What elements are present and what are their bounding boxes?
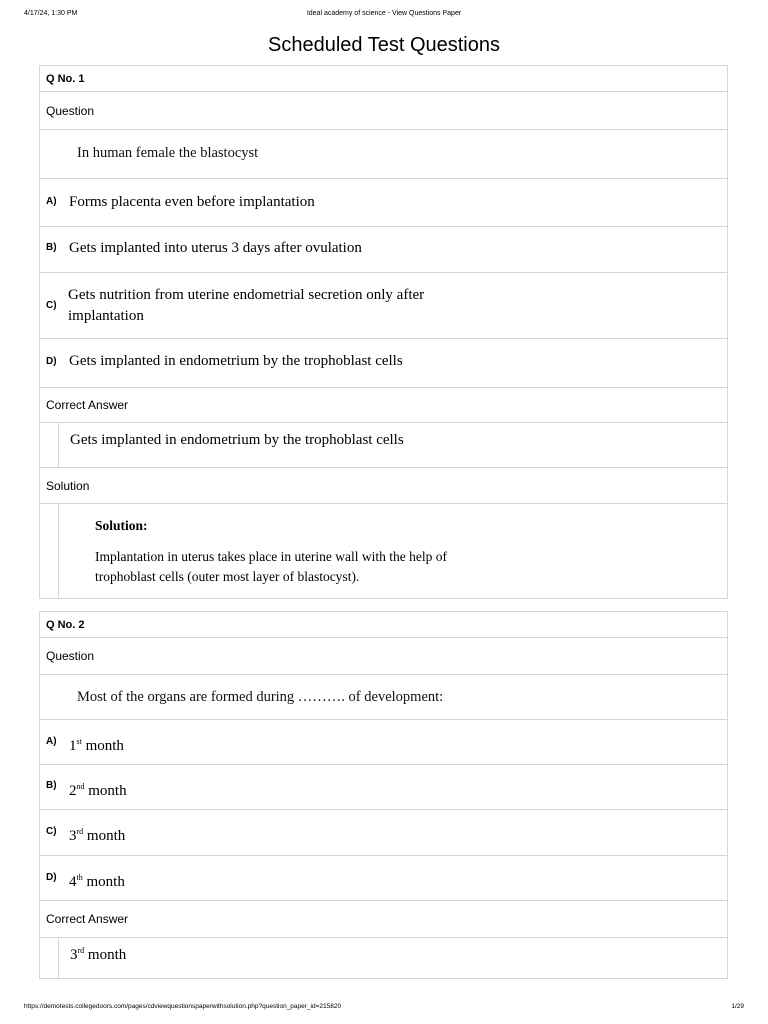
option-word: month	[86, 828, 126, 844]
solution-label-row	[40, 467, 727, 503]
option-text: Gets implanted in endometrium by the trophoblast cells	[69, 353, 403, 369]
option-number: 3	[69, 828, 77, 844]
question-number: Q No. 1	[46, 72, 85, 85]
question-text: Most of the organs are formed during ………. of development:	[77, 689, 444, 705]
option-word: month	[86, 874, 125, 890]
question-text-row	[40, 129, 727, 178]
option-number: 4	[69, 874, 77, 890]
option-text: Forms placenta even before implantation	[69, 194, 315, 210]
page-title: Scheduled Test Questions	[267, 34, 500, 56]
solution-line-2: trophoblast cells (outer most layer of blastocyst).	[95, 569, 360, 584]
correct-answer-row	[40, 937, 727, 978]
print-header	[0, 10, 768, 22]
print-page-number: 1/29	[731, 1003, 744, 1010]
solution-heading: Solution:	[95, 518, 148, 533]
solution-label: Solution	[46, 478, 90, 493]
question-label-row	[40, 637, 727, 674]
solution-row	[40, 503, 727, 598]
option-word: month	[88, 783, 127, 799]
option-b[interactable]	[40, 226, 727, 272]
correct-answer-text: Gets implanted in endometrium by the trophoblast cells	[70, 432, 404, 448]
question-label: Question	[46, 649, 95, 663]
answer-word: month	[87, 947, 127, 963]
option-letter: C)	[46, 826, 57, 837]
option-text	[69, 867, 125, 893]
question-number-row	[40, 66, 727, 91]
question-label-row	[40, 91, 727, 129]
answer-indent-border	[58, 423, 59, 467]
option-text	[69, 776, 127, 802]
answer-indent-border	[58, 938, 59, 978]
option-b[interactable]	[40, 764, 727, 809]
option-ordinal: st	[76, 737, 82, 746]
question-label: Question	[46, 103, 95, 118]
option-text	[69, 731, 124, 757]
option-d[interactable]	[40, 338, 727, 387]
question-block-2	[39, 611, 728, 979]
question-number: Q No. 2	[46, 618, 85, 631]
question-text-row	[40, 674, 727, 719]
option-text-line-2: implantation	[68, 308, 144, 324]
option-c[interactable]	[40, 272, 727, 338]
option-letter: A)	[46, 736, 57, 747]
correct-answer-label-row	[40, 900, 727, 937]
correct-answer-label-row	[40, 387, 727, 422]
option-number: 1	[69, 738, 77, 754]
option-d[interactable]	[40, 855, 727, 900]
option-text	[69, 821, 125, 847]
option-letter: D)	[46, 872, 57, 883]
correct-answer-row	[40, 422, 727, 467]
option-letter: C)	[46, 300, 57, 311]
correct-answer-label: Correct Answer	[46, 912, 129, 926]
question-number-row	[40, 612, 727, 637]
option-ordinal: rd	[76, 827, 84, 836]
print-datetime: 4/17/24, 1:30 PM	[24, 10, 78, 17]
question-text: In human female the blastocyst	[77, 145, 259, 161]
option-letter: B)	[46, 780, 57, 791]
option-a[interactable]	[40, 719, 727, 764]
option-ordinal: th	[76, 873, 83, 882]
option-a[interactable]	[40, 178, 727, 226]
question-block-1	[39, 65, 728, 599]
option-number: 2	[69, 783, 77, 799]
solution-line-1: Implantation in uterus takes place in uterine wall with the help of	[95, 549, 448, 564]
option-letter: D)	[46, 356, 57, 367]
correct-answer-text	[70, 946, 126, 964]
solution-indent-border	[58, 504, 59, 598]
print-page-title: Ideal academy of science - View Questions Paper	[306, 10, 462, 17]
option-text-line-1: Gets nutrition from uterine endometrial secretion only after	[68, 287, 425, 303]
answer-number: 3	[70, 947, 78, 963]
option-word: month	[85, 738, 124, 754]
option-letter: A)	[46, 196, 57, 207]
option-text: Gets implanted into uterus 3 days after ovulation	[69, 240, 362, 256]
option-letter: B)	[46, 242, 57, 253]
print-footer	[0, 1003, 768, 1015]
correct-answer-label: Correct Answer	[46, 398, 129, 412]
print-url: https://demotests.collegedoors.com/pages/cdviewquestionspaperwithsolution.php?question_paper_id=215820	[24, 1003, 342, 1010]
answer-ordinal: rd	[77, 946, 85, 955]
option-ordinal: nd	[76, 782, 85, 791]
option-c[interactable]	[40, 809, 727, 855]
